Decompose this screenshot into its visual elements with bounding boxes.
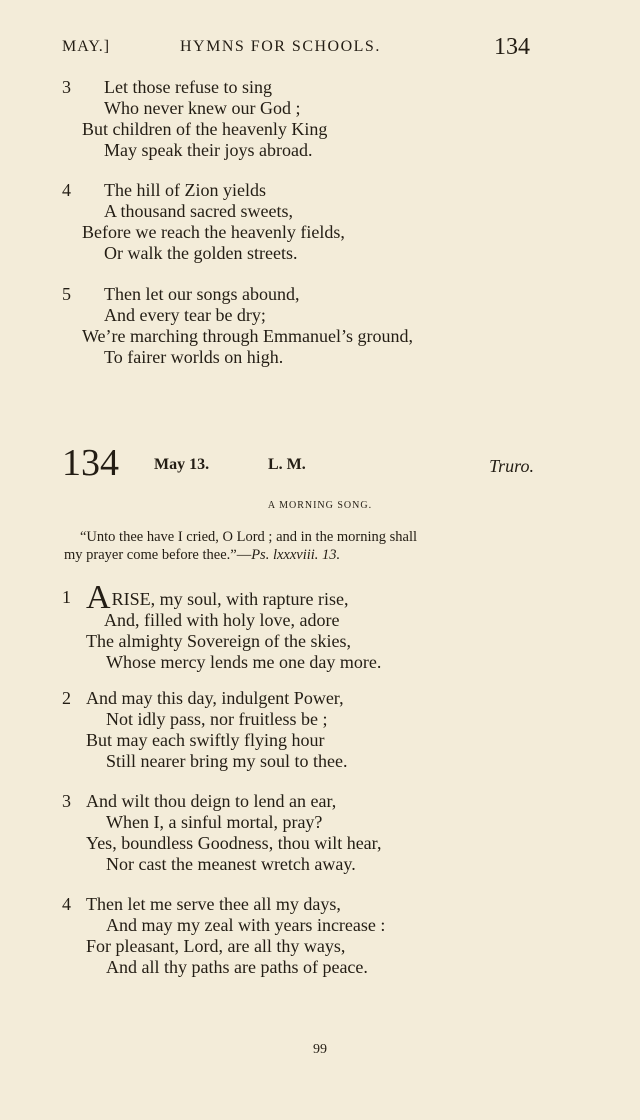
- stanza-line: And may this day, indulgent Power,: [86, 688, 344, 708]
- hymn-stanza-1: [62, 579, 582, 673]
- stanza-line: Let those refuse to sing: [104, 77, 272, 97]
- prev-stanza-5: [62, 284, 582, 368]
- epigraph: [64, 528, 540, 564]
- stanza-line: And wilt thou deign to lend an ear,: [86, 791, 337, 811]
- hymn-stanza-3: [62, 791, 582, 875]
- stanza-line: For pleasant, Lord, are all thy ways,: [86, 936, 346, 956]
- epigraph-reference: Ps. lxxxviii. 13.: [251, 547, 341, 563]
- stanza-line: Whose mercy lends me one day more.: [106, 652, 382, 672]
- running-head-title: HYMNS FOR SCHOOLS.: [180, 38, 381, 55]
- stanza-line: When I, a sinful mortal, pray?: [106, 812, 323, 832]
- stanza-number: 3: [62, 791, 71, 811]
- hymn-stanza-2: [62, 688, 582, 772]
- stanza-line: Still nearer bring my soul to thee.: [106, 751, 348, 771]
- running-head-hymn-number: 134: [494, 34, 530, 60]
- stanza-number: 3: [62, 77, 71, 97]
- stanza-line: Not idly pass, nor fruitless be ;: [106, 709, 328, 729]
- drop-cap: A: [86, 579, 111, 616]
- stanza-line: And every tear be dry;: [104, 305, 266, 325]
- epigraph-text: my prayer come before thee.”—: [64, 547, 252, 563]
- epigraph-line: [64, 546, 540, 564]
- stanza-number: 4: [62, 894, 71, 914]
- hymn-subtitle: A MORNING SONG.: [267, 500, 373, 511]
- stanza-line: Then let me serve thee all my days,: [86, 894, 341, 914]
- stanza-number: 1: [62, 587, 71, 607]
- stanza-line: Or walk the golden streets.: [104, 243, 298, 263]
- stanza-line: But may each swiftly flying hour: [86, 730, 325, 750]
- stanza-line: [62, 579, 582, 616]
- prev-stanza-3: [62, 77, 582, 161]
- hymn-heading: [62, 443, 534, 483]
- stanza-line: And, filled with holy love, adore: [104, 610, 340, 630]
- stanza-line: The hill of Zion yields: [104, 180, 266, 200]
- hymn-tune: Truro.: [489, 456, 534, 476]
- stanza-number: 5: [62, 284, 71, 304]
- stanza-line: And may my zeal with years increase :: [106, 915, 386, 935]
- epigraph-line: “Unto thee have I cried, O Lord ; and in the morning shall: [80, 529, 418, 545]
- stanza-line: To fairer worlds on high.: [104, 347, 284, 367]
- page-number: 99: [313, 1042, 327, 1057]
- stanza-line-text: RISE, my soul, with rapture rise,: [111, 589, 349, 609]
- stanza-line: The almighty Sovereign of the skies,: [86, 631, 351, 651]
- stanza-line: May speak their joys abroad.: [104, 140, 313, 160]
- prev-stanza-4: [62, 180, 582, 264]
- hymn-number: 134: [62, 442, 119, 484]
- hymn-date: May 13.: [154, 456, 210, 473]
- stanza-line: Before we reach the heavenly fields,: [82, 222, 345, 242]
- stanza-number: 2: [62, 688, 71, 708]
- stanza-line: But children of the heavenly King: [82, 119, 328, 139]
- stanza-line: Nor cast the meanest wretch away.: [106, 854, 356, 874]
- stanza-line: We’re marching through Emmanuel’s ground,: [82, 326, 413, 346]
- running-head-month: MAY.]: [62, 38, 111, 55]
- stanza-line: Who never knew our God ;: [104, 98, 301, 118]
- stanza-number: 4: [62, 180, 71, 200]
- stanza-line: And all thy paths are paths of peace.: [106, 957, 368, 977]
- running-head: [62, 34, 530, 64]
- stanza-line: A thousand sacred sweets,: [104, 201, 293, 221]
- hymn-stanza-4: [62, 894, 582, 978]
- stanza-line: Then let our songs abound,: [104, 284, 300, 304]
- stanza-line: Yes, boundless Goodness, thou wilt hear,: [86, 833, 382, 853]
- hymn-meter: L. M.: [268, 456, 306, 473]
